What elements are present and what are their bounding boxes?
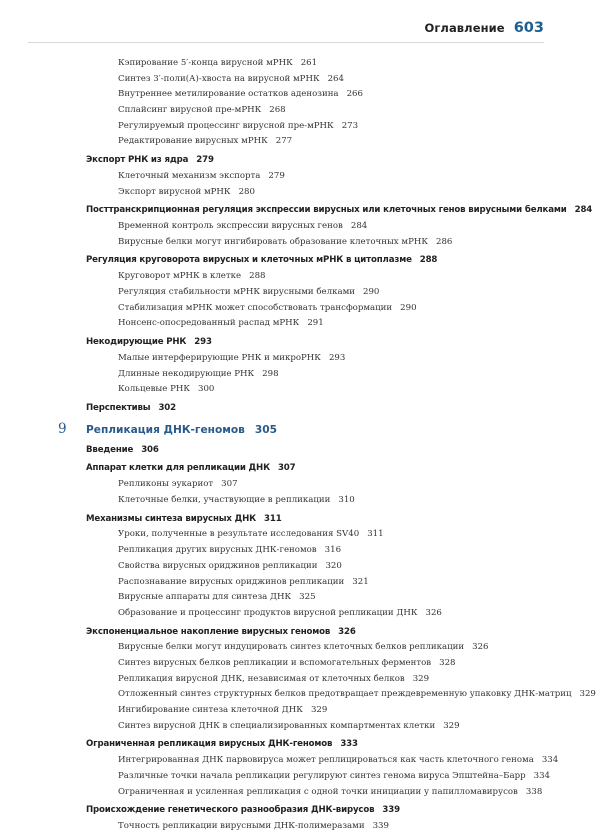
toc-subsection[interactable] bbox=[0, 656, 600, 672]
entry-page-number: 316 bbox=[324, 545, 342, 556]
entry-page-number: 325 bbox=[299, 592, 316, 603]
entry-page-number: 284 bbox=[350, 221, 368, 232]
entry-title: Свойства вирусных ориджинов репликации bbox=[118, 560, 318, 571]
entry-title: Экспорт РНК из ядра bbox=[86, 155, 189, 166]
toc-subsection[interactable] bbox=[0, 235, 600, 251]
toc-subsection[interactable] bbox=[0, 87, 600, 103]
toc-subsection[interactable] bbox=[0, 351, 600, 367]
entry-page-number: 293 bbox=[328, 352, 346, 363]
entry-title: Синтез вирусной ДНК в специализированных компартментах клетки bbox=[118, 720, 436, 731]
entry-title: Репликация других вирусных ДНК-геномов bbox=[118, 545, 317, 556]
entry-page-number: 300 bbox=[198, 384, 215, 395]
entry-title: Вирусные белки могут ингибировать образование клеточных мРНК bbox=[118, 236, 428, 247]
toc-subsection[interactable] bbox=[0, 382, 600, 398]
toc-section[interactable] bbox=[0, 802, 600, 819]
toc-subsection[interactable] bbox=[0, 527, 600, 543]
entry-title: Длинные некодирующие РНК bbox=[118, 368, 255, 379]
entry-page-number: 320 bbox=[325, 560, 342, 571]
toc-subsection[interactable] bbox=[0, 134, 600, 150]
entry-title: Механизмы синтеза вирусных ДНК bbox=[86, 513, 257, 524]
entry-title: Репликоны эукариот bbox=[118, 479, 214, 490]
entry-title: Интегрированная ДНК парвовируса может реплицироваться как часть клеточного генома bbox=[118, 755, 534, 766]
entry-title: Некодирующие РНК bbox=[86, 337, 187, 348]
entry-page-number: 305 bbox=[254, 423, 277, 436]
toc-subsection[interactable] bbox=[0, 169, 600, 185]
toc-list bbox=[0, 56, 600, 835]
entry-page-number: 321 bbox=[352, 576, 369, 587]
entry-title: Синтез вирусных белков репликации и вспомогательных ферментов bbox=[118, 658, 432, 669]
entry-page-number: 333 bbox=[340, 739, 358, 750]
entry-title: Временной контроль экспрессии вирусных генов bbox=[118, 221, 343, 232]
entry-title: Ингибирование синтеза клеточной ДНК bbox=[118, 705, 303, 716]
toc-section[interactable] bbox=[0, 736, 600, 753]
toc-subsection[interactable] bbox=[0, 606, 600, 622]
entry-page-number: 298 bbox=[262, 368, 279, 379]
toc-subsection[interactable] bbox=[0, 103, 600, 119]
entry-title: Регуляция стабильности мРНК вирусными белками bbox=[118, 286, 355, 297]
entry-title: Точность репликации вирусными ДНК-полимеразами bbox=[118, 821, 365, 832]
entry-page-number: 329 bbox=[579, 689, 596, 700]
toc-subsection[interactable] bbox=[0, 185, 600, 201]
toc-subsection[interactable] bbox=[0, 719, 600, 735]
entry-page-number: 288 bbox=[419, 255, 438, 266]
entry-title: Сплайсинг вирусной пре-мРНК bbox=[118, 105, 262, 116]
entry-title: Редактирование вирусных мРНК bbox=[118, 136, 268, 147]
entry-title: Кольцевые РНК bbox=[118, 384, 190, 395]
entry-page-number: 334 bbox=[533, 770, 551, 781]
entry-page-number: 290 bbox=[400, 302, 417, 313]
header-title: Оглавление bbox=[424, 21, 505, 35]
toc-subsection[interactable] bbox=[0, 316, 600, 332]
entry-title: Происхождение генетического разнообразия ДНК-вирусов bbox=[86, 805, 375, 816]
entry-title: Внутреннее метилирование остатков аденозина bbox=[118, 89, 339, 100]
toc-section[interactable] bbox=[0, 252, 600, 269]
chapter-title: Репликация ДНК-геномов bbox=[86, 423, 245, 436]
entry-title: Круговорот мРНК в клетке bbox=[118, 271, 242, 282]
entry-title: Перспективы bbox=[86, 402, 151, 413]
toc-subsection[interactable] bbox=[0, 703, 600, 719]
entry-title: Экспорт вирусной мРНК bbox=[118, 186, 231, 197]
toc-section[interactable] bbox=[0, 442, 600, 459]
toc-section[interactable] bbox=[0, 202, 600, 219]
entry-page-number: 306 bbox=[141, 444, 159, 455]
toc-section[interactable] bbox=[0, 511, 600, 528]
entry-page-number: 328 bbox=[439, 658, 456, 669]
entry-page-number: 273 bbox=[341, 120, 359, 131]
entry-page-number: 338 bbox=[525, 786, 543, 797]
entry-title: Репликация вирусной ДНК, независимая от клеточных белков bbox=[118, 673, 405, 684]
header-page-number: 603 bbox=[513, 20, 544, 36]
entry-title: Отложенный синтез структурных белков предотвращает преждевременную упаковку ДНК-матриц bbox=[118, 689, 572, 700]
toc-subsection[interactable] bbox=[0, 769, 600, 785]
entry-page-number: 288 bbox=[249, 271, 266, 282]
toc-subsection[interactable] bbox=[0, 477, 600, 493]
entry-page-number: 329 bbox=[310, 705, 328, 716]
entry-page-number: 280 bbox=[238, 186, 255, 197]
entry-title: Образование и процессинг продуктов вирусной репликации ДНК bbox=[118, 607, 418, 618]
entry-page-number: 339 bbox=[382, 805, 400, 816]
toc-subsection[interactable] bbox=[0, 56, 600, 72]
entry-page-number: 311 bbox=[264, 513, 282, 524]
toc-subsection[interactable] bbox=[0, 590, 600, 606]
entry-title: Малые интерферирующие РНК и микроРНК bbox=[118, 352, 321, 363]
entry-title: Нонсенс-опосредованный распад мРНК bbox=[118, 318, 300, 329]
toc-subsection[interactable] bbox=[0, 493, 600, 509]
toc-subsection[interactable] bbox=[0, 269, 600, 285]
entry-page-number: 279 bbox=[268, 170, 285, 181]
entry-page-number: 307 bbox=[277, 463, 296, 474]
entry-page-number: 284 bbox=[574, 205, 593, 216]
toc-subsection[interactable] bbox=[0, 72, 600, 88]
toc-subsection[interactable] bbox=[0, 687, 600, 703]
toc-subsection[interactable] bbox=[0, 819, 600, 835]
entry-page-number: 329 bbox=[412, 673, 430, 684]
entry-page-number: 277 bbox=[275, 136, 293, 147]
entry-page-number: 291 bbox=[307, 318, 324, 329]
toc-subsection[interactable] bbox=[0, 753, 600, 769]
toc-subsection[interactable] bbox=[0, 543, 600, 559]
toc-subsection[interactable] bbox=[0, 285, 600, 301]
toc-subsection[interactable] bbox=[0, 559, 600, 575]
entry-page-number: 311 bbox=[367, 529, 384, 540]
entry-page-number: 339 bbox=[372, 821, 389, 832]
entry-page-number: 261 bbox=[300, 58, 318, 68]
entry-page-number: 326 bbox=[338, 626, 356, 637]
entry-page-number: 293 bbox=[194, 337, 212, 348]
entry-title: Введение bbox=[86, 444, 134, 455]
entry-page-number: 310 bbox=[338, 494, 355, 505]
entry-title: Кэпирование 5′-конца вирусной мРНК bbox=[118, 58, 293, 68]
entry-page-number: 326 bbox=[472, 642, 489, 653]
entry-title: Уроки, полученные в результате исследования SV40 bbox=[118, 529, 360, 540]
toc-section[interactable] bbox=[0, 460, 600, 477]
entry-title: Ограниченная и усиленная репликация с одной точки инициации у папилломавирусов bbox=[118, 786, 518, 797]
entry-title: Ограниченная репликация вирусных ДНК-геномов bbox=[86, 739, 333, 750]
entry-title: Стабилизация мРНК может способствовать трансформации bbox=[118, 302, 393, 313]
toc-subsection[interactable] bbox=[0, 301, 600, 317]
entry-page-number: 286 bbox=[436, 236, 453, 247]
entry-page-number: 326 bbox=[425, 607, 442, 618]
toc-subsection[interactable] bbox=[0, 672, 600, 688]
toc-section[interactable] bbox=[0, 400, 600, 417]
entry-title: Вирусные белки могут индуцировать синтез клеточных белков репликации bbox=[118, 642, 465, 653]
toc-subsection[interactable] bbox=[0, 640, 600, 656]
entry-title: Посттранскрипционная регуляция экспрессии вирусных или клеточных генов вирусными белками bbox=[86, 205, 567, 216]
entry-page-number: 268 bbox=[269, 105, 286, 116]
entry-page-number: 307 bbox=[221, 479, 238, 490]
entry-title: Клеточные белки, участвующие в репликации bbox=[118, 494, 331, 505]
entry-title: Различные точки начала репликации регулируют синтез генома вируса Эпштейна–Барр bbox=[118, 770, 526, 781]
entry-title: Экспоненциальное накопление вирусных геномов bbox=[86, 626, 331, 637]
entry-page-number: 266 bbox=[346, 89, 363, 100]
entry-title: Синтез 3′-поли(А)-хвоста на вирусной мРНК bbox=[118, 73, 320, 84]
toc-subsection[interactable] bbox=[0, 367, 600, 383]
entry-title: Распознавание вирусных ориджинов репликации bbox=[118, 576, 345, 587]
chapter-number: 9 bbox=[58, 420, 67, 437]
toc-section[interactable] bbox=[0, 624, 600, 641]
toc-subsection[interactable] bbox=[0, 219, 600, 235]
entry-title: Аппарат клетки для репликации ДНК bbox=[86, 463, 270, 474]
toc-subsection[interactable] bbox=[0, 575, 600, 591]
header-divider bbox=[28, 42, 544, 43]
entry-page-number: 279 bbox=[196, 155, 214, 166]
entry-title: Регуляция круговорота вирусных и клеточных мРНК в цитоплазме bbox=[86, 255, 412, 266]
entry-page-number: 264 bbox=[327, 73, 344, 84]
entry-page-number: 329 bbox=[443, 720, 460, 731]
toc-section[interactable] bbox=[0, 334, 600, 351]
toc-section[interactable] bbox=[0, 152, 600, 169]
entry-title: Вирусные аппараты для синтеза ДНК bbox=[118, 592, 292, 603]
entry-title: Регулируемый процессинг вирусной пре-мРНК bbox=[118, 120, 334, 131]
toc-subsection[interactable] bbox=[0, 785, 600, 801]
running-header bbox=[424, 20, 544, 36]
entry-page-number: 334 bbox=[541, 755, 559, 766]
toc-chapter[interactable] bbox=[0, 418, 600, 440]
toc-subsection[interactable] bbox=[0, 119, 600, 135]
entry-page-number: 302 bbox=[158, 402, 176, 413]
entry-page-number: 290 bbox=[363, 286, 380, 297]
entry-title: Клеточный механизм экспорта bbox=[118, 170, 261, 181]
